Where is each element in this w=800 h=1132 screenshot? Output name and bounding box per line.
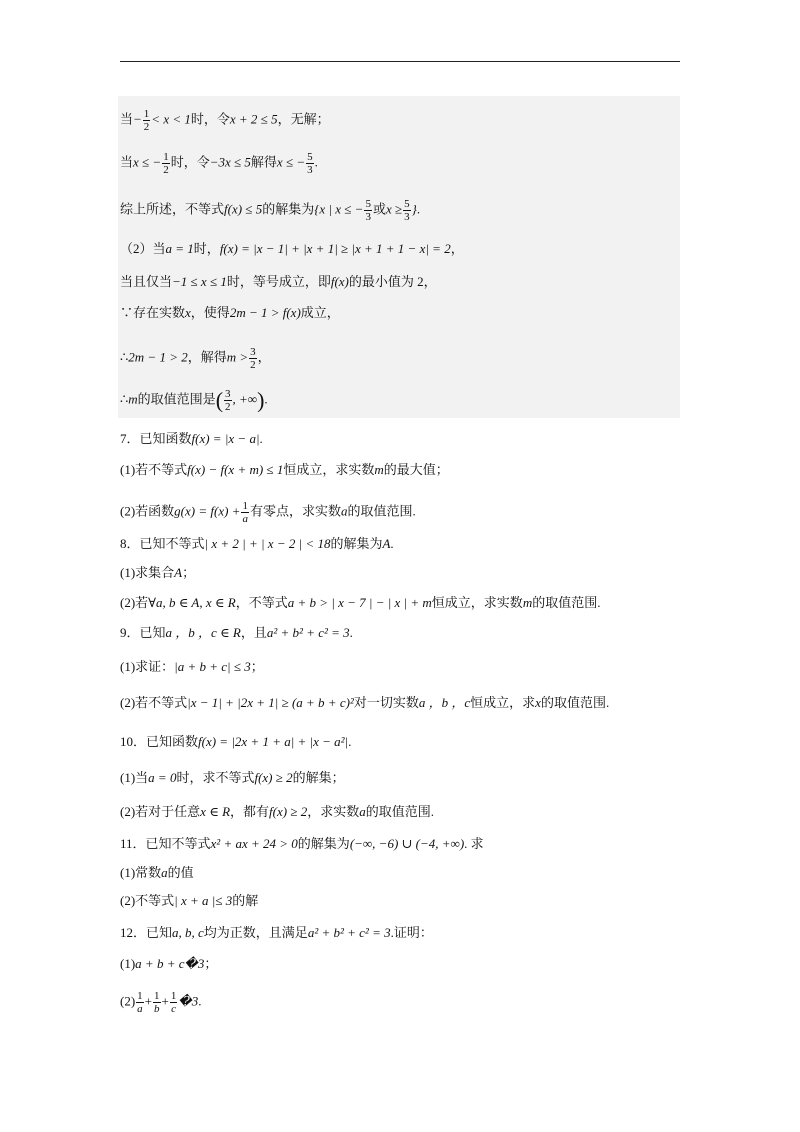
header-rule	[120, 61, 680, 62]
math: +	[161, 993, 169, 1009]
text: 的最大值；	[383, 462, 449, 477]
problem-10-title	[120, 733, 351, 751]
problem-9-q2	[120, 694, 609, 712]
text: ；	[204, 956, 218, 971]
math: f(x)	[330, 274, 349, 289]
text: 7．已知函数	[120, 431, 192, 446]
text: (1)若不等式	[120, 462, 188, 477]
problem-12-q1	[120, 955, 217, 973]
text: ，使得	[190, 305, 230, 320]
denominator: 3	[307, 164, 313, 176]
math: f(x) ≥ 2	[254, 770, 293, 785]
text: 成立，	[300, 305, 340, 320]
text: (2)若	[120, 595, 149, 610]
text: 12．已知	[120, 925, 173, 940]
numerator: 1	[242, 500, 248, 512]
math: m >	[226, 349, 249, 365]
fraction	[143, 108, 151, 133]
math: a ，b ，c	[418, 695, 471, 710]
solution-line-6	[120, 304, 340, 322]
text: .	[416, 201, 421, 217]
text: （2）当	[120, 241, 166, 256]
text: (2)若不等式	[120, 695, 188, 710]
text: 的解集为	[330, 536, 383, 551]
text: .	[348, 734, 352, 749]
problem-11-q1	[120, 864, 194, 882]
math: x ≤ −	[133, 154, 162, 170]
problem-8-q2	[120, 594, 600, 612]
fraction	[153, 990, 161, 1015]
math: x	[535, 695, 541, 710]
problem-8-title	[120, 535, 394, 553]
solution-line-5	[120, 273, 437, 291]
text: .	[259, 431, 263, 446]
text: 9．已知	[120, 625, 166, 640]
text: (2)不等式	[120, 893, 175, 908]
math: x ≥	[385, 201, 403, 217]
math: m	[128, 391, 138, 407]
paren-right: )	[257, 387, 265, 413]
text: .	[314, 154, 318, 170]
text: 10．已知函数	[120, 734, 199, 749]
problem-9-title	[120, 624, 353, 642]
math: a² + b² + c² = 3	[307, 925, 391, 940]
math: �3	[178, 993, 199, 1009]
denominator: 2	[250, 359, 256, 371]
text: ∵存在实数	[120, 305, 186, 320]
math: −1 ≤ x ≤ 1	[172, 274, 227, 289]
solution-line-3	[120, 198, 420, 223]
text: 的取值范围.	[532, 595, 601, 610]
math: f(x) − f(x + m) ≤ 1	[187, 462, 284, 477]
text: . 求	[464, 836, 484, 851]
math: | x + 2 | + | x − 2 | < 18	[204, 536, 331, 551]
solution-line-1	[120, 108, 330, 133]
text: 的取值范围.	[540, 695, 610, 710]
fraction	[306, 151, 314, 176]
numerator: 3	[250, 346, 256, 358]
problem-9-q1	[120, 658, 264, 676]
numerator: 1	[143, 108, 150, 120]
solution-line-4	[120, 240, 464, 258]
numerator: 3	[225, 388, 231, 400]
math: A	[174, 565, 183, 580]
text: 当	[120, 111, 134, 127]
text: 的解集为	[297, 836, 350, 851]
math: a, b, c	[172, 925, 204, 940]
problem-12-title	[120, 924, 433, 942]
text: 当	[120, 154, 134, 170]
numerator: 5	[307, 151, 313, 163]
text: ，解得	[187, 349, 227, 365]
solution-line-2	[120, 151, 318, 176]
math: x ∈ R	[200, 804, 231, 819]
fraction	[136, 990, 144, 1015]
text: .	[390, 536, 394, 551]
text: ∴	[120, 349, 129, 365]
text: .	[264, 391, 268, 407]
text: ，无解；	[277, 111, 330, 127]
solution-line-7	[120, 346, 271, 371]
text: ，不等式	[235, 595, 288, 610]
text: 的解	[232, 893, 259, 908]
text: ；	[250, 659, 264, 674]
math: a	[161, 865, 168, 880]
numerator: 1	[170, 990, 177, 1002]
text: (1)常数	[120, 865, 162, 880]
text: 或	[372, 201, 386, 217]
math: }	[411, 201, 417, 217]
math: x² + ax + 24 > 0	[210, 836, 298, 851]
text: (2)若对于任意	[120, 804, 201, 819]
denominator: c	[171, 1003, 177, 1015]
denominator: 3	[404, 211, 410, 223]
text: 的解集为	[262, 201, 315, 217]
math: x	[185, 305, 191, 320]
numerator: 5	[365, 198, 371, 210]
denominator: 2	[143, 121, 150, 133]
problem-7-title	[120, 430, 263, 448]
math: a + b + c�3	[135, 956, 205, 971]
math: a	[340, 503, 348, 519]
paren-left: (	[215, 387, 224, 413]
fraction	[364, 198, 372, 223]
math: f(x) = |x − a|	[191, 431, 260, 446]
text: 11．已知不等式	[120, 836, 211, 851]
math: 2m − 1 > 2	[128, 349, 188, 365]
text: ，	[257, 349, 271, 365]
math: a = 0	[148, 770, 177, 785]
denominator: 2	[225, 401, 231, 413]
math: a = 1	[165, 241, 194, 256]
text: 时，等号成立，即	[226, 274, 331, 289]
text: .	[349, 625, 353, 640]
text: 8．已知不等式	[120, 536, 205, 551]
fraction	[241, 500, 249, 525]
fraction	[162, 151, 170, 176]
math: 2m − 1 > f(x)	[229, 305, 301, 320]
text: .证明：	[390, 925, 433, 940]
text: (2)	[120, 993, 136, 1009]
text: ，都有	[230, 804, 270, 819]
numerator: 1	[154, 990, 160, 1002]
text: 的取值范围.	[365, 804, 434, 819]
text: (1)	[120, 956, 136, 971]
numerator: 5	[404, 198, 410, 210]
text: 时，令	[190, 111, 230, 127]
math: < x < 1	[151, 111, 191, 127]
solution-line-8	[120, 388, 268, 413]
text: 对一切实数	[353, 695, 419, 710]
math: (−∞, −6) ∪ (−4, +∞)	[349, 836, 465, 851]
problem-8-q1	[120, 564, 195, 582]
numerator: 1	[137, 990, 143, 1002]
denominator: a	[137, 1003, 143, 1015]
fraction	[170, 990, 178, 1015]
math: |a + b + c| ≤ 3	[174, 659, 251, 674]
math: −3x ≤ 5	[209, 154, 251, 170]
math: f(x) ≥ 2	[269, 804, 308, 819]
text: 恒成立，求实数	[283, 462, 375, 477]
text: 当且仅当	[120, 274, 173, 289]
text: 的解集；	[292, 770, 345, 785]
text: 的取值范围.	[347, 503, 416, 519]
text: (1)当	[120, 770, 149, 785]
math: −	[133, 111, 142, 127]
fraction	[224, 388, 232, 413]
text: 恒成立，求实数	[431, 595, 523, 610]
numerator: 1	[163, 151, 169, 163]
text: 的最小值为 2，	[348, 274, 437, 289]
math: m	[522, 595, 533, 610]
text: 恒成立，求	[470, 695, 536, 710]
math: a ，b ，c ∈ R	[165, 625, 241, 640]
math: a + b > | x − 7 | − | x | + m	[287, 595, 432, 610]
math: A	[382, 536, 391, 551]
math: | x + a |≤ 3	[174, 893, 233, 908]
problem-10-q2	[120, 803, 434, 821]
text: 有零点，求实数	[249, 503, 341, 519]
text: 均为正数，且满足	[203, 925, 308, 940]
problem-12-q2	[120, 990, 201, 1015]
denominator: b	[154, 1003, 160, 1015]
text: 时，求不等式	[176, 770, 255, 785]
text: 时，令	[170, 154, 210, 170]
problem-7-q1	[120, 461, 449, 479]
problem-11-title	[120, 835, 484, 853]
problem-11-q2	[120, 892, 258, 910]
text: (1)求证：	[120, 659, 175, 674]
denominator: a	[242, 513, 248, 525]
text: ；	[182, 565, 196, 580]
math: a	[359, 804, 366, 819]
text: 的取值范围是	[137, 391, 216, 407]
problem-7-q2	[120, 500, 416, 525]
math: ∀a, b ∈ A, x ∈ R	[148, 595, 236, 610]
text: 综上所述，不等式	[120, 201, 225, 217]
math: x + 2 ≤ 5	[229, 111, 278, 127]
math: x ≤ −	[276, 154, 306, 170]
text: ，且	[240, 625, 267, 640]
denominator: 2	[163, 164, 169, 176]
math: +	[144, 993, 153, 1009]
math: f(x) = |x − 1| + |x + 1| ≥ |x + 1 + 1 − x| = 2	[219, 241, 451, 256]
text: ，	[450, 241, 464, 256]
text: 解得	[250, 154, 277, 170]
text: (1)求集合	[120, 565, 175, 580]
fraction	[249, 346, 257, 371]
text: .	[198, 993, 202, 1009]
math: , +∞	[232, 391, 258, 407]
text: ，求实数	[307, 804, 360, 819]
text: ∴	[120, 391, 129, 407]
math: |x − 1| + |2x + 1| ≥ (a + b + c)²	[187, 695, 354, 710]
text: (2)若函数	[120, 503, 175, 519]
math: a² + b² + c² = 3	[266, 625, 350, 640]
math: f(x) = |2x + 1 + a| + |x − a²|	[198, 734, 349, 749]
math: m	[374, 462, 384, 477]
math: f(x) ≤ 5	[224, 201, 263, 217]
math: {x | x ≤ −	[314, 201, 364, 217]
denominator: 3	[365, 211, 371, 223]
problem-10-q1	[120, 769, 345, 787]
text: 的值	[167, 865, 194, 880]
math: g(x) = f(x) +	[174, 503, 241, 519]
text: 时，	[193, 241, 220, 256]
fraction	[403, 198, 411, 223]
